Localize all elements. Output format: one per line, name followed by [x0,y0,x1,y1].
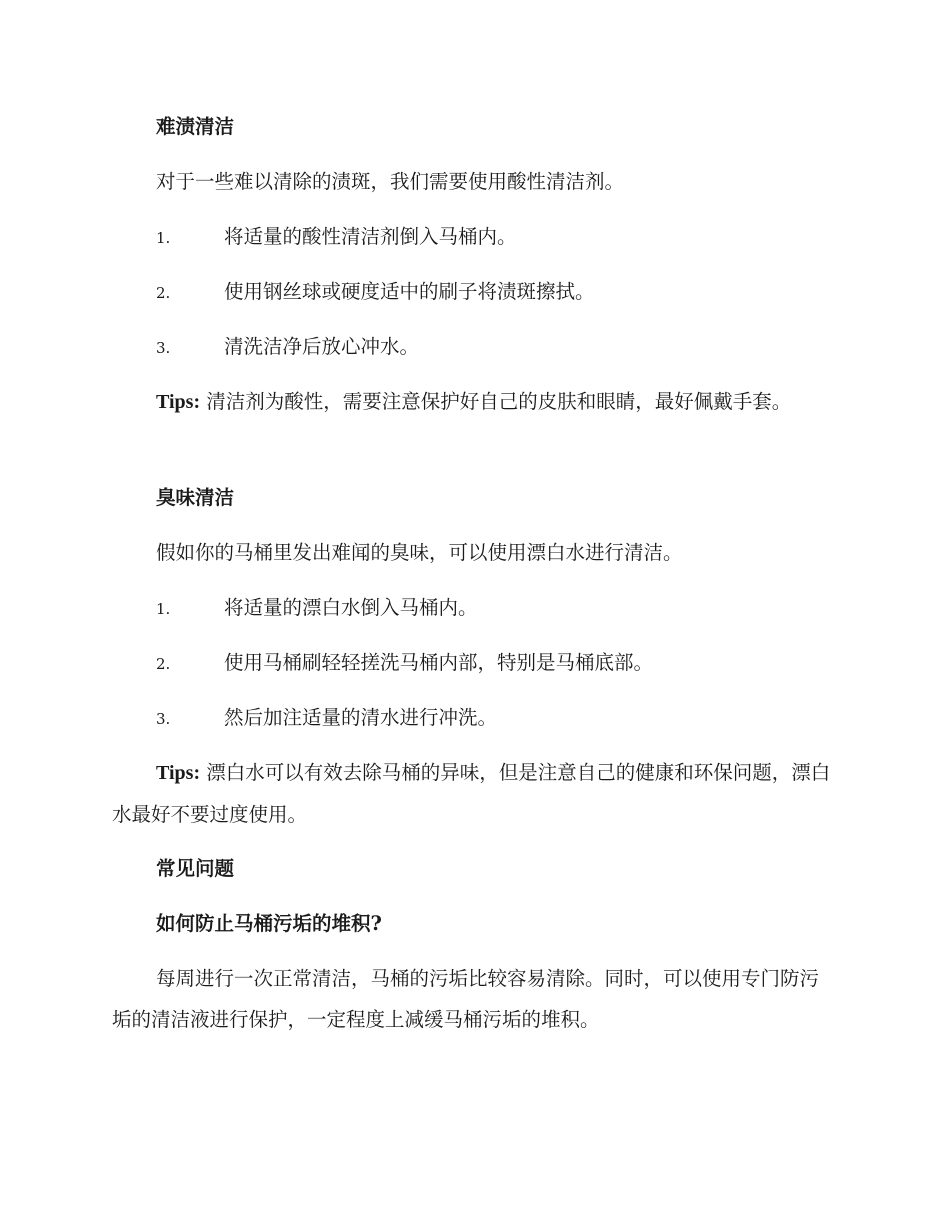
list-text: 使用钢丝球或硬度适中的刷子将渍斑擦拭。 [224,280,595,303]
list-item [112,587,876,630]
faq-question: 如何防止马桶污垢的堆积? [156,912,382,935]
list-item [112,271,876,314]
faq-answer: 每周进行一次正常清洁，马桶的污垢比较容易清除。同时，可以使用专门防污垢的清洁液进行保护，一定程度上减缓马桶污垢的堆积。 [112,967,820,1031]
list-number: 1. [156,600,171,618]
tips-paragraph [112,752,832,835]
list-text: 将适量的酸性清洁剂倒入马桶内。 [224,225,517,248]
list-number: 2. [156,655,171,673]
tips-paragraph [112,381,832,423]
list-number: 2. [156,284,171,302]
list-text: 将适量的漂白水倒入马桶内。 [224,596,478,619]
faq-heading: 常见问题 [156,857,235,880]
list-number: 3. [156,710,171,728]
list-text: 然后加注适量的清水进行冲洗。 [224,706,498,729]
list-item [112,216,876,259]
list-item [112,326,876,369]
section-intro-stain: 对于一些难以清除的渍斑，我们需要使用酸性清洁剂。 [156,170,625,193]
list-item [112,697,876,740]
list-text: 清洗洁净后放心冲水。 [224,335,420,358]
section-heading-odor: 臭味清洁 [156,486,235,509]
tips-text: 清洁剂为酸性，需要注意保护好自己的皮肤和眼睛，最好佩戴手套。 [200,390,792,413]
list-text: 使用马桶刷轻轻搓洗马桶内部，特别是马桶底部。 [224,651,654,674]
tips-text: 漂白水可以有效去除马桶的异味，但是注意自己的健康和环保问题，漂白水最好不要过度使用。 [112,761,831,826]
list-number: 1. [156,229,171,247]
tips-label: Tips: [156,762,201,784]
section-heading-stain: 难渍清洁 [156,115,235,138]
list-item [112,642,876,685]
list-number: 3. [156,339,171,357]
tips-label: Tips: [156,391,201,413]
section-intro-odor: 假如你的马桶里发出难闻的臭味，可以使用漂白水进行清洁。 [156,541,683,564]
